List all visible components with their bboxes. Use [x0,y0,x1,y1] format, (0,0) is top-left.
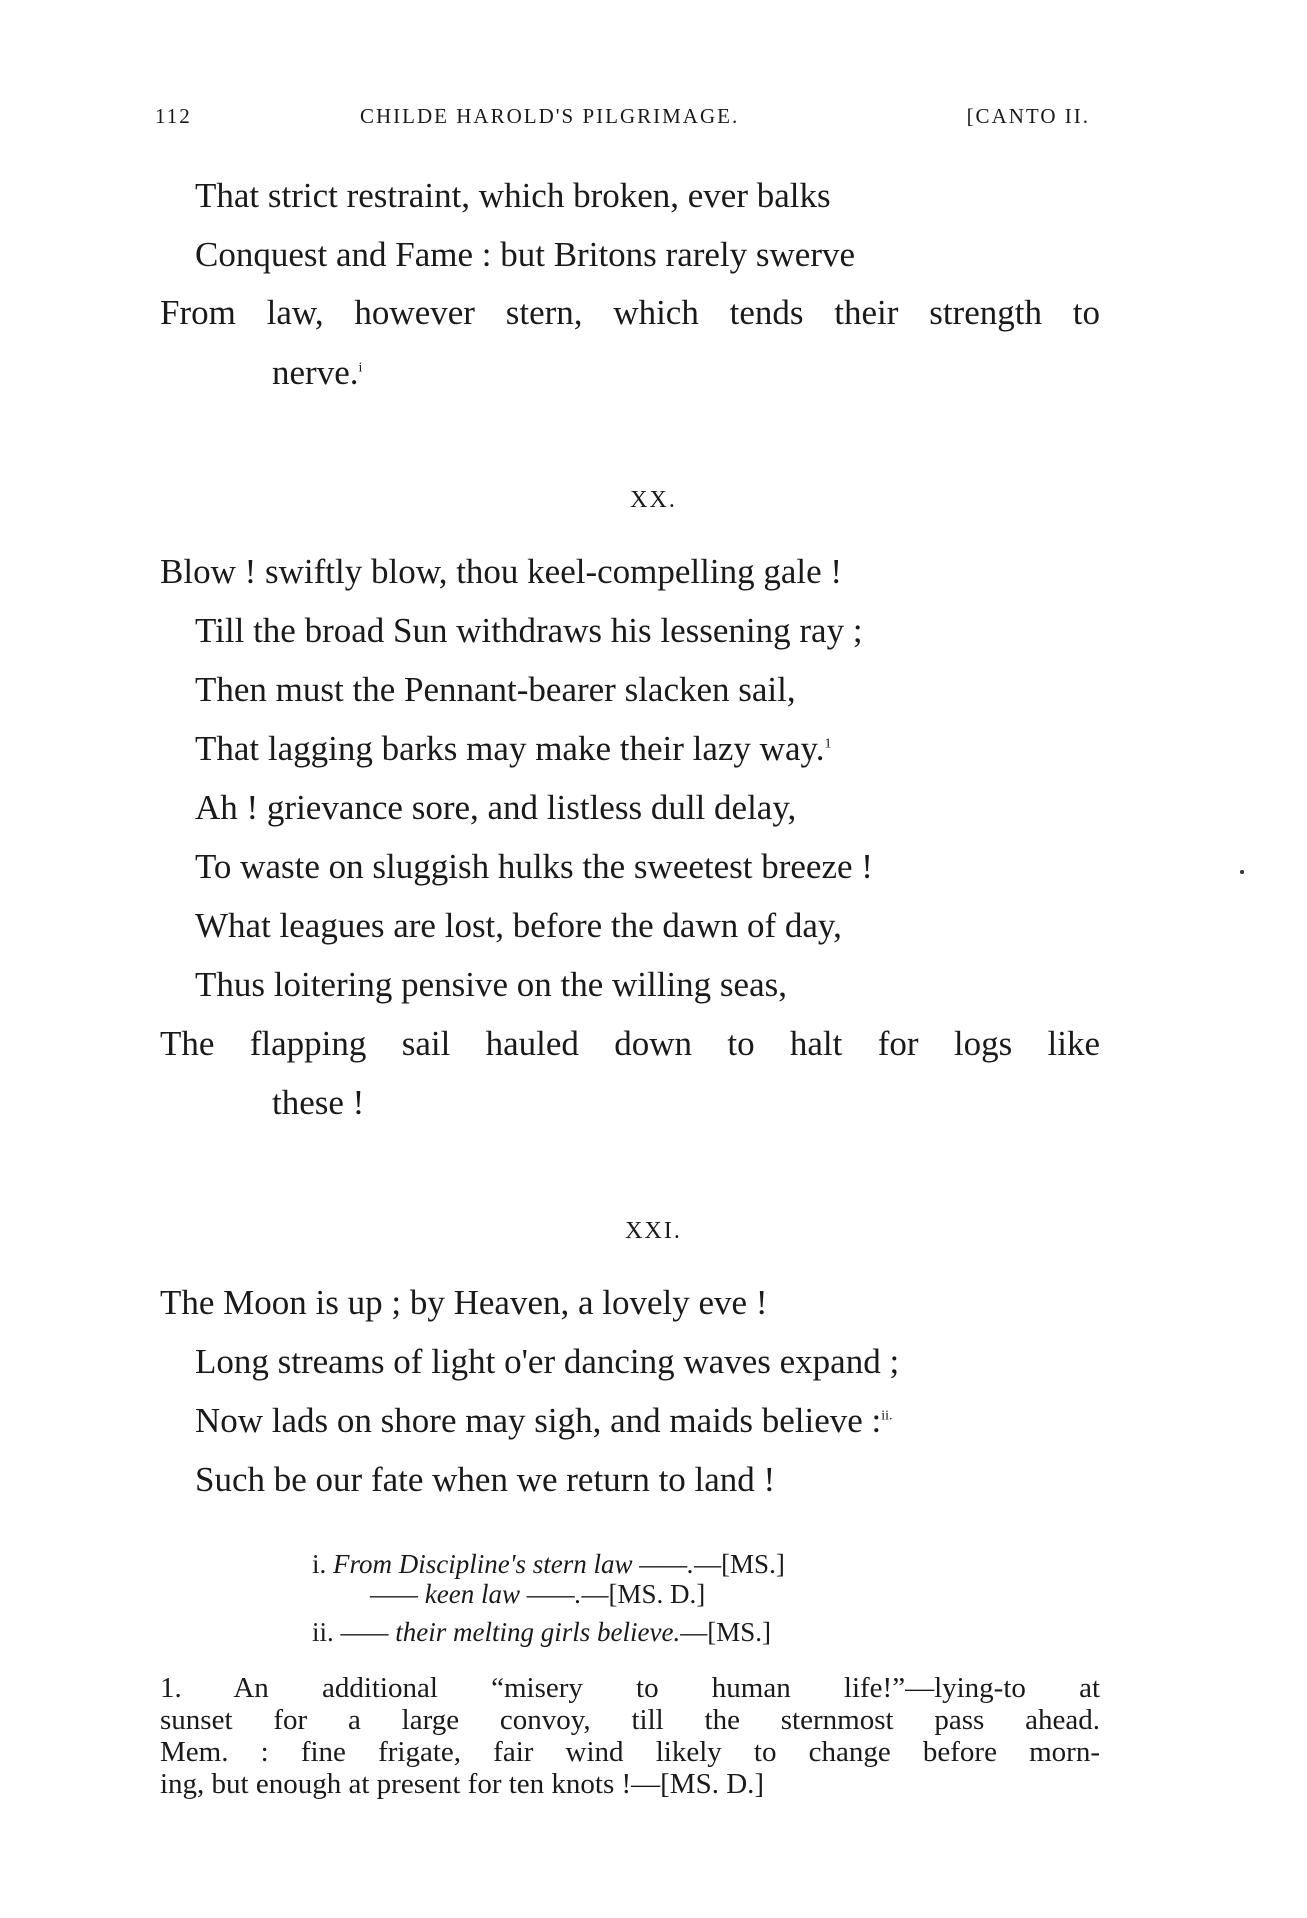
variant-text: —— their melting girls believe. [340,1617,681,1647]
verse-line: Till the broad Sun withdraws his lessening ray ; [195,611,863,650]
verse-line-turnover: these ! [272,1083,365,1122]
verse-line: Then must the Pennant-bearer slacken sail, [195,670,796,709]
footnote-line: Mem. : fine frigate, fair wind likely to change before morn- [160,1736,1100,1768]
canto-label: [CANTO II. [966,104,1090,128]
variant-ref-mark: ii. [881,1408,893,1424]
variant-label: i. [312,1549,327,1579]
footnote-line: sunset for a large convoy, till the sternmost pass ahead. [160,1704,1100,1736]
variant-label: ii. [312,1617,334,1647]
page-number: 112 [155,104,192,128]
variant-source: —[MS. D.] [581,1579,706,1609]
variant-ref-mark: i [358,360,363,376]
verse-line: What leagues are lost, before the dawn of day, [195,906,842,945]
footnote-line: ing, but enough at present for ten knots !—[MS. D.] [160,1768,765,1800]
variant-text: —— keen law ——. [370,1579,582,1609]
variant-source: —[MS.] [680,1617,771,1647]
verse-line: Blow ! swiftly blow, thou keel-compelling gale ! [160,552,843,591]
stanza-number: XXI. [625,1218,682,1244]
footnote-line: 1. An additional “misery to human life!”—lying-to at [160,1672,1100,1704]
verse-line [195,1401,893,1441]
verse-line: Ah ! grievance sore, and listless dull delay, [195,788,797,827]
variant-source: —[MS.] [694,1549,785,1579]
verse-text: Now lads on shore may sigh, and maids believe : [195,1401,882,1440]
footnote-ref-mark: 1 [824,736,832,752]
verse-line: Long streams of light o'er dancing waves expand ; [195,1342,900,1381]
verse-line: To waste on sluggish hulks the sweetest breeze ! [195,847,873,886]
running-head [155,104,1090,134]
verse-line: Conquest and Fame : but Britons rarely swerve [195,235,856,274]
verse-line: The flapping sail hauled down to halt for logs like [160,1024,1100,1063]
footnote [160,1672,1100,1800]
print-speck [1240,870,1244,874]
variant-reading [312,1617,771,1647]
verse-line: The Moon is up ; by Heaven, a lovely eve ! [160,1283,768,1322]
variant-reading [370,1579,705,1609]
variant-reading [312,1549,785,1579]
verse-text: That lagging barks may make their lazy way. [195,729,825,768]
verse-line: Such be our fate when we return to land ! [195,1460,776,1499]
variant-text: From Discipline's stern law ——. [333,1549,695,1579]
verse-line: Thus loitering pensive on the willing seas, [195,965,787,1004]
verse-text: nerve. [272,353,359,392]
verse-line: From law, however stern, which tends their strength to [160,293,1100,332]
verse-line: That strict restraint, which broken, ever balks [195,176,831,215]
verse-line-turnover [272,353,362,393]
stanza-number: XX. [630,487,677,513]
verse-line [195,729,831,769]
running-title: CHILDE HAROLD'S PILGRIMAGE. [360,104,740,128]
